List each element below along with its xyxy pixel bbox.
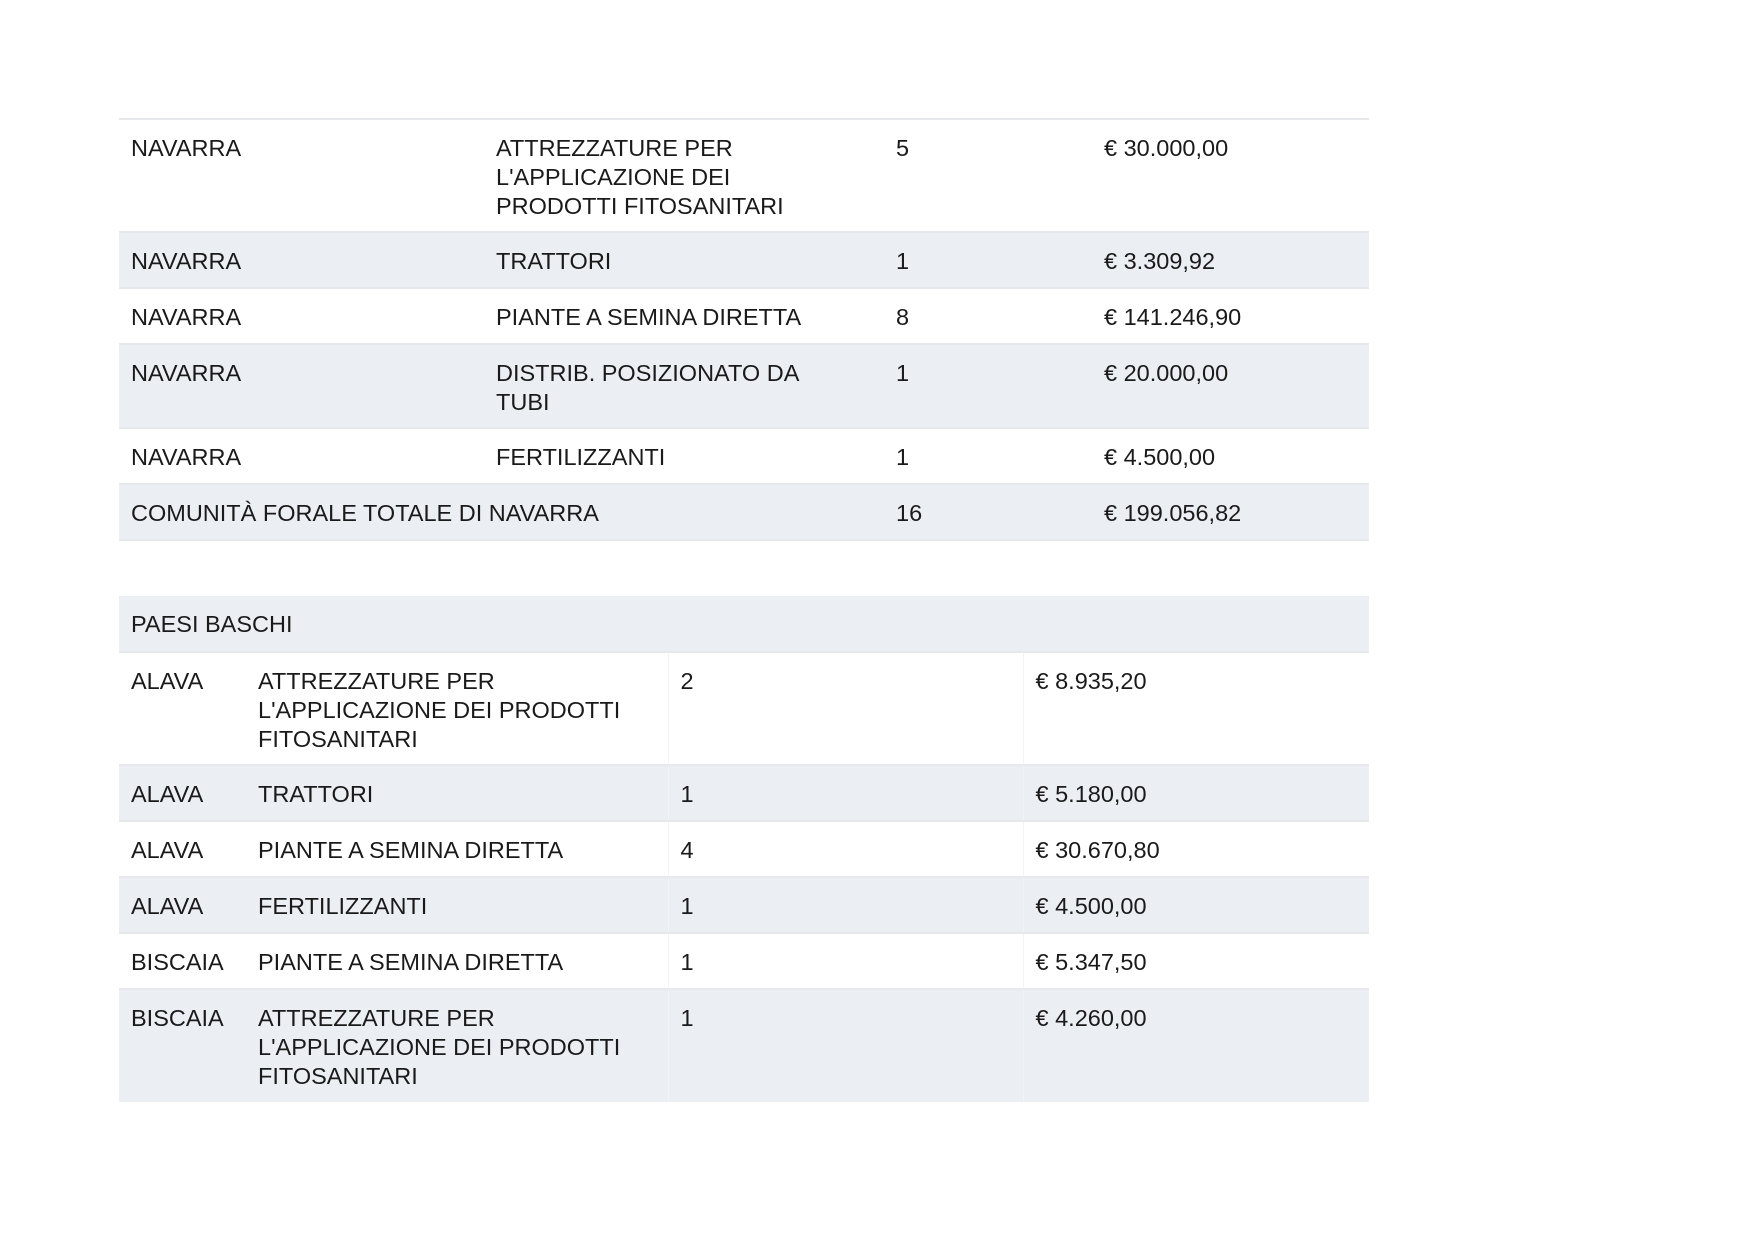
- section-title: PAESI BASCHI: [119, 596, 1369, 652]
- paesi-baschi-table: [119, 596, 1369, 1102]
- category-cell: TRATTORI: [484, 232, 884, 288]
- total-count: 16: [884, 484, 1092, 540]
- amount-cell: € 30.670,80: [1023, 821, 1369, 877]
- province-cell: BISCAIA: [119, 989, 246, 1102]
- amount-cell: € 141.246,90: [1092, 288, 1369, 344]
- amount-cell: € 4.260,00: [1023, 989, 1369, 1102]
- category-cell: TRATTORI: [246, 765, 668, 821]
- count-cell: 1: [884, 232, 1092, 288]
- region-cell: NAVARRA: [119, 344, 484, 428]
- count-cell: 5: [884, 119, 1092, 232]
- category-cell: ATTREZZATURE PER L'APPLICAZIONE DEI PRODOTTI FITOSANITARI: [246, 989, 668, 1102]
- count-cell: 1: [668, 765, 1023, 821]
- category-cell: ATTREZZATURE PER L'APPLICAZIONE DEI PRODOTTI FITOSANITARI: [246, 652, 668, 765]
- table-row: [119, 288, 1369, 344]
- total-row: [119, 484, 1369, 540]
- region-cell: NAVARRA: [119, 232, 484, 288]
- category-cell: DISTRIB. POSIZIONATO DA TUBI: [484, 344, 884, 428]
- count-cell: 2: [668, 652, 1023, 765]
- count-cell: 1: [668, 933, 1023, 989]
- amount-cell: € 5.347,50: [1023, 933, 1369, 989]
- category-cell: FERTILIZZANTI: [484, 428, 884, 484]
- table-row: [119, 652, 1369, 765]
- amount-cell: € 4.500,00: [1092, 428, 1369, 484]
- region-cell: NAVARRA: [119, 119, 484, 232]
- category-cell: FERTILIZZANTI: [246, 877, 668, 933]
- province-cell: ALAVA: [119, 765, 246, 821]
- count-cell: 1: [668, 989, 1023, 1102]
- count-cell: 8: [884, 288, 1092, 344]
- category-cell: PIANTE A SEMINA DIRETTA: [246, 821, 668, 877]
- total-amount: € 199.056,82: [1092, 484, 1369, 540]
- table-row: [119, 119, 1369, 232]
- count-cell: 1: [668, 877, 1023, 933]
- navarra-table: [119, 118, 1369, 541]
- table-row: [119, 428, 1369, 484]
- amount-cell: € 5.180,00: [1023, 765, 1369, 821]
- amount-cell: € 3.309,92: [1092, 232, 1369, 288]
- table-row: [119, 877, 1369, 933]
- amount-cell: € 4.500,00: [1023, 877, 1369, 933]
- category-cell: PIANTE A SEMINA DIRETTA: [246, 933, 668, 989]
- table-row: [119, 765, 1369, 821]
- table-row: [119, 344, 1369, 428]
- province-cell: ALAVA: [119, 821, 246, 877]
- table-row: [119, 821, 1369, 877]
- province-cell: ALAVA: [119, 877, 246, 933]
- count-cell: 1: [884, 428, 1092, 484]
- section-header-row: [119, 596, 1369, 652]
- total-label: COMUNITÀ FORALE TOTALE DI NAVARRA: [119, 484, 884, 540]
- amount-cell: € 20.000,00: [1092, 344, 1369, 428]
- region-cell: NAVARRA: [119, 288, 484, 344]
- region-cell: NAVARRA: [119, 428, 484, 484]
- province-cell: BISCAIA: [119, 933, 246, 989]
- category-cell: PIANTE A SEMINA DIRETTA: [484, 288, 884, 344]
- table-row: [119, 933, 1369, 989]
- amount-cell: € 30.000,00: [1092, 119, 1369, 232]
- category-cell: ATTREZZATURE PER L'APPLICAZIONE DEI PRODOTTI FITOSANITARI: [484, 119, 884, 232]
- table-row: [119, 989, 1369, 1102]
- table-row: [119, 232, 1369, 288]
- count-cell: 4: [668, 821, 1023, 877]
- amount-cell: € 8.935,20: [1023, 652, 1369, 765]
- province-cell: ALAVA: [119, 652, 246, 765]
- count-cell: 1: [884, 344, 1092, 428]
